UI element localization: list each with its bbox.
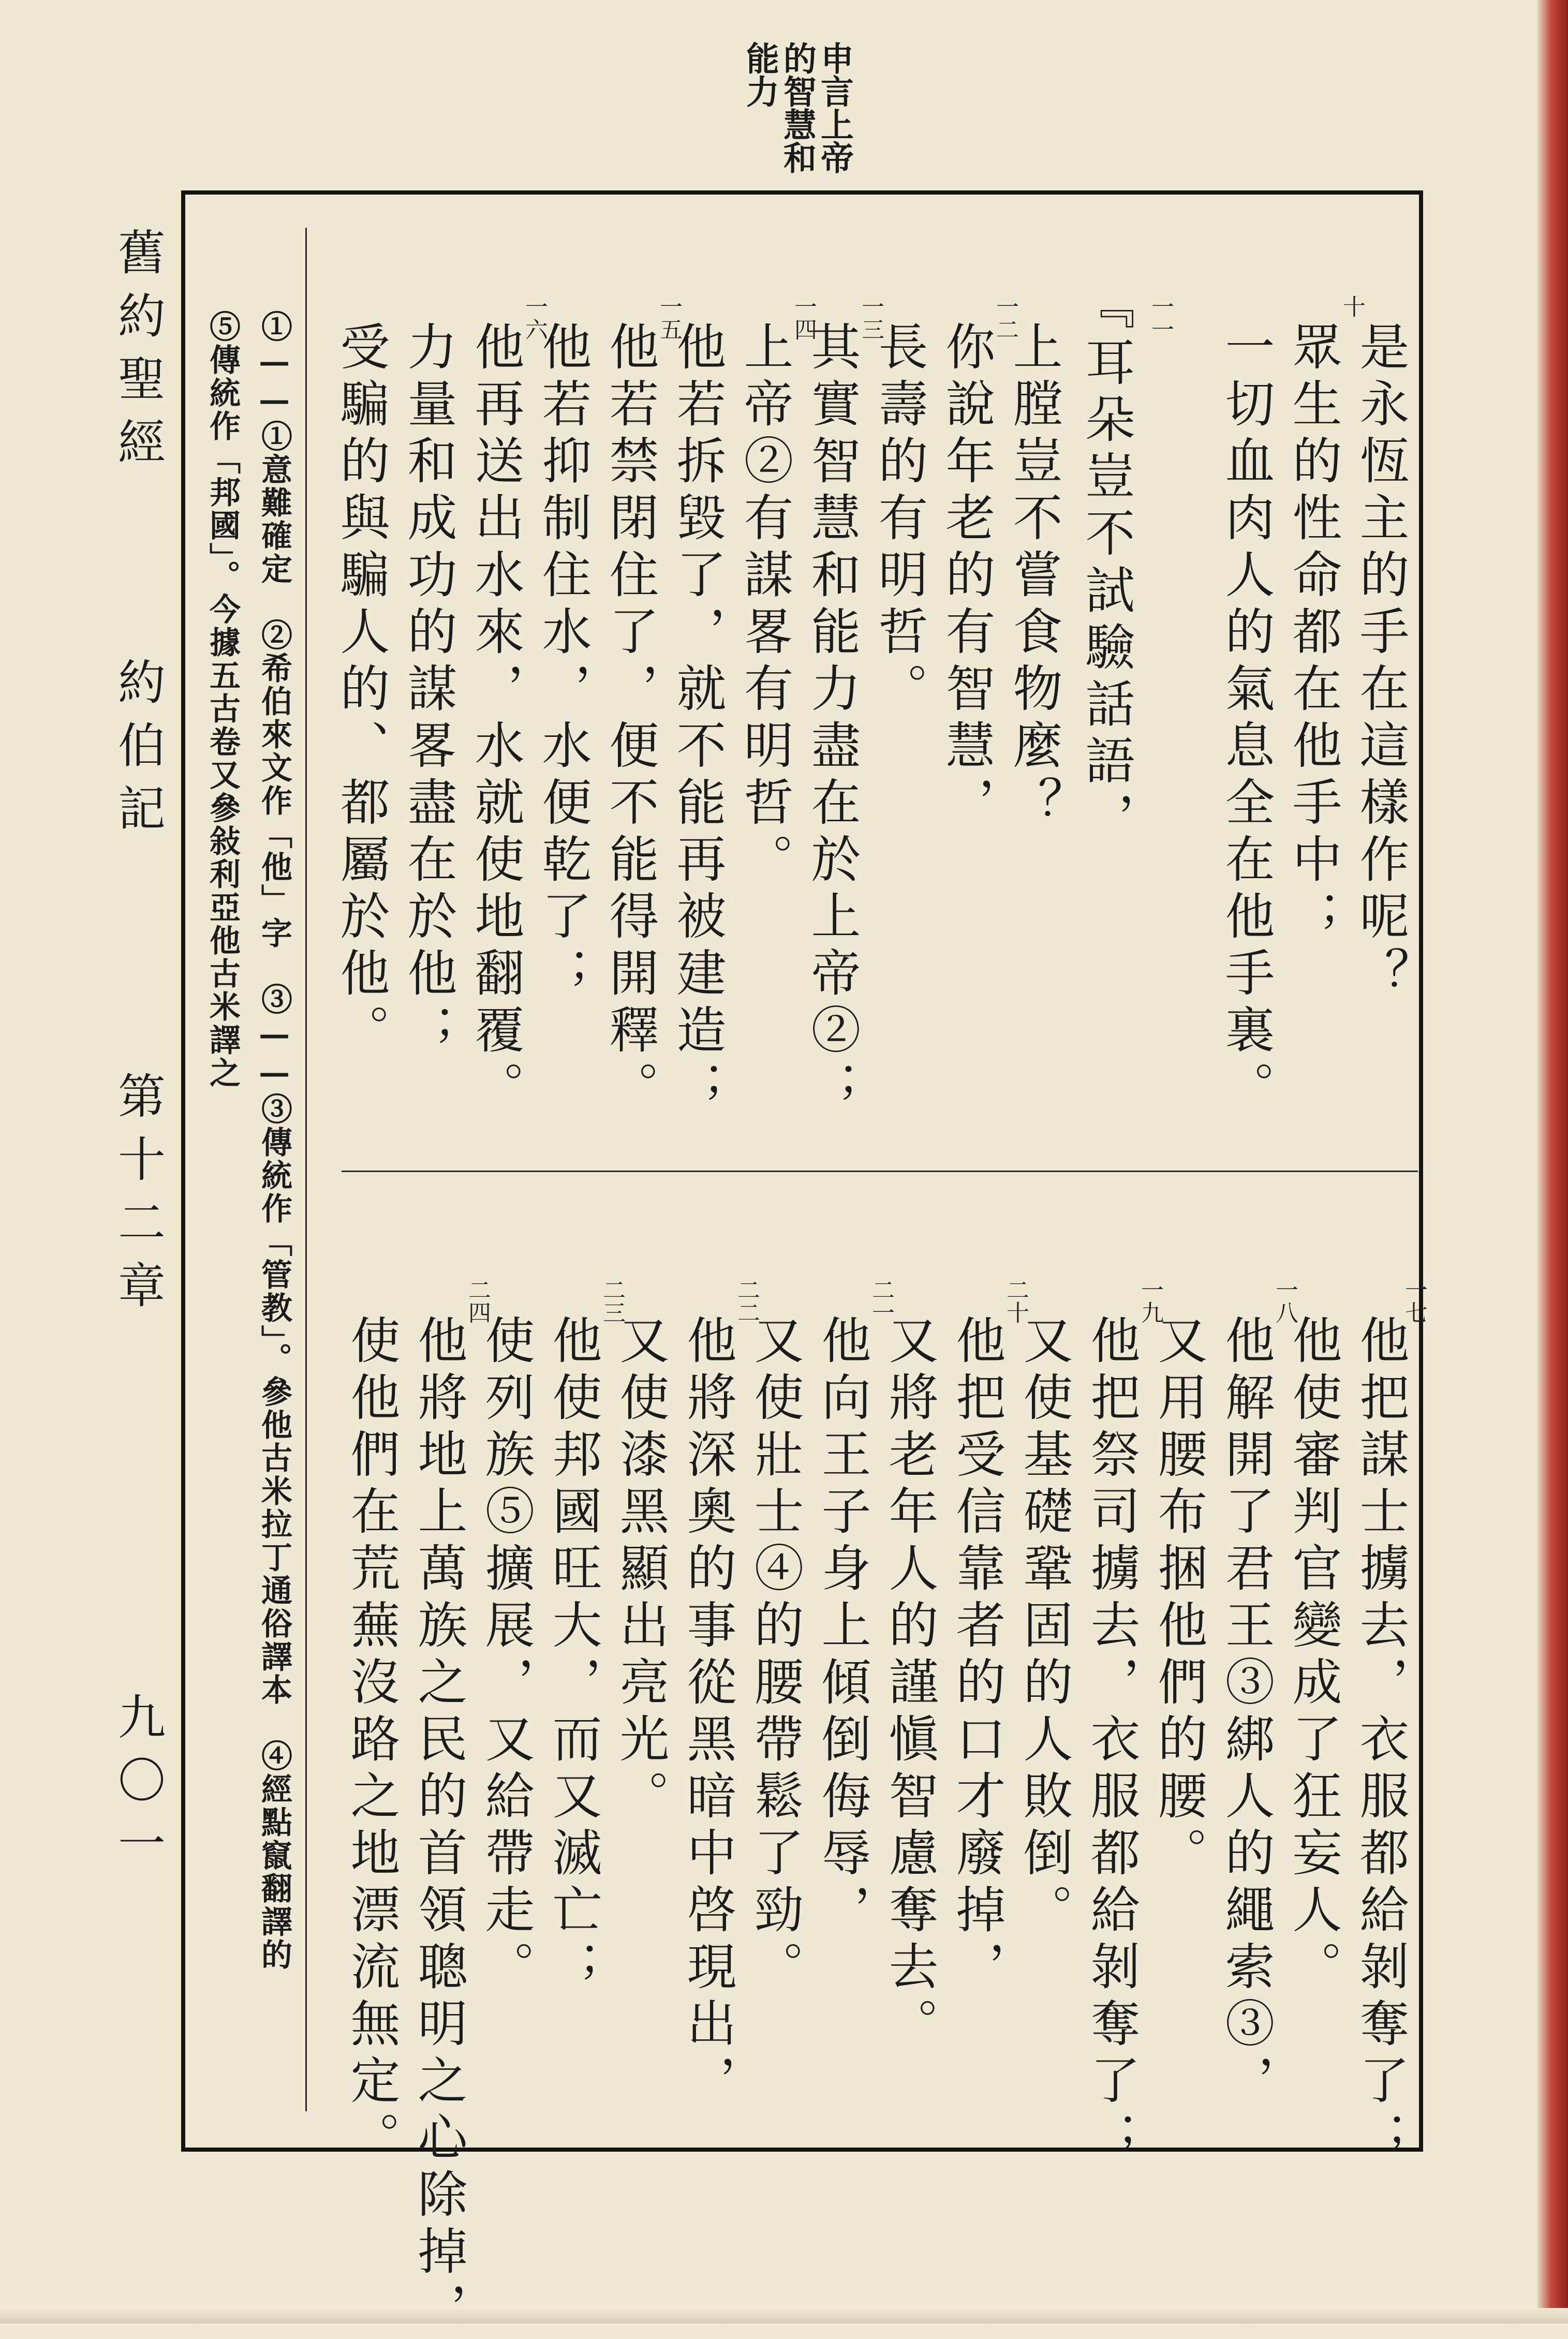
verse-number: 一三 <box>857 295 884 341</box>
verse-line: 他使邦國旺大，而又滅亡； <box>544 1314 602 1997</box>
verse-number: 二十 <box>1002 1278 1029 1324</box>
verse-line: 他若禁閉住了，便不能得開釋。 <box>601 321 659 1118</box>
verse-number: 一六 <box>521 295 548 341</box>
verse-line: 他若抑制住水，水便乾了； <box>534 321 592 1004</box>
verse-number: 一一 <box>1147 295 1174 341</box>
section-divider <box>342 1171 1418 1172</box>
verse-number: 一五 <box>656 295 682 341</box>
chapter-label: 第十二章 <box>110 1071 166 1324</box>
footnote-line: ①——①意難確定 ②希伯來文作「他」字 ③——③傳統作「管教」。參他古米拉丁通俗譯本 ④經點竄翻譯的 <box>256 310 292 1972</box>
verse-line: 他若拆毀了，就不能再被建造； <box>669 321 727 1118</box>
verse-line: 他將深奧的事從黑暗中啓現出， <box>679 1314 737 2111</box>
verse-line: 使他們在荒蕪沒路之地漂流無定。 <box>343 1314 401 2168</box>
verse-line: 上膛豈不嘗食物麼？ <box>1005 321 1063 833</box>
verse-line: 使列族⑤擴展，又給帶走。 <box>477 1314 535 1997</box>
verse-number: 一七 <box>1401 1278 1427 1324</box>
verse-number: 二一 <box>868 1278 894 1324</box>
verse-number: 一八 <box>1271 1278 1298 1324</box>
page-edge <box>1537 0 1568 2323</box>
side-heading-line: 能力 <box>741 41 779 108</box>
verse-line: 眾生的性命都在他手中； <box>1284 321 1342 947</box>
page-number: 九〇一 <box>110 1692 166 1882</box>
footnote-divider <box>305 228 307 2111</box>
footnote-line: ⑤傳統作「邦國」。今據五古卷又參敍利亞他古米譯之 <box>204 310 241 1090</box>
verse-line: 他把祭司擄去，衣服都給剝奪了； <box>1083 1314 1141 2168</box>
verse-line: 『耳朵豈不試驗話語， <box>1077 279 1135 849</box>
verse-line: 他把謀士擄去，衣服都給剝奪了； <box>1352 1314 1410 2168</box>
verse-line: 又將老年人的謹愼智慮奪去。 <box>881 1314 939 2054</box>
verse-line: 他將地上萬族之民的首領聰明之心除掉， <box>410 1314 468 2339</box>
verse-line: 他解開了君王③綁人的繩索③， <box>1217 1314 1275 2111</box>
verse-line: 又用腰布捆他們的腰。 <box>1150 1314 1208 1884</box>
verse-number: 一二 <box>992 295 1018 341</box>
verse-line: 他向王子身上傾倒侮辱， <box>813 1314 871 1941</box>
verse-number: 十 <box>1339 295 1365 318</box>
verse-line: 其實智慧和能力盡在於上帝②； <box>803 321 861 1118</box>
side-heading-line: 申言上帝 <box>815 41 854 174</box>
verse-line: 一切血肉人的氣息全在他手裏。 <box>1217 321 1275 1118</box>
book-title: 舊約聖經 <box>110 228 166 480</box>
verse-line: 又使基礎鞏固的人敗倒。 <box>1015 1314 1073 1941</box>
verse-line: 你說年老的有智慧， <box>938 321 996 833</box>
book-name: 約伯記 <box>110 657 166 847</box>
verse-line: 力量和成功的謀畧盡在於他； <box>400 321 457 1061</box>
verse-number: 二三 <box>599 1278 625 1324</box>
side-heading-line: 的智慧和 <box>778 41 817 174</box>
verse-line: 又使壯士④的腰帶鬆了勁。 <box>746 1314 804 1997</box>
verse-number: 一四 <box>790 295 817 341</box>
verse-line: 他把受信靠者的口才廢掉， <box>948 1314 1006 1997</box>
page-bottom-edge <box>0 2308 1568 2323</box>
verse-line: 是永恆主的手在這樣作呢？ <box>1352 321 1410 1004</box>
verse-line: 受騙的與騙人的、都屬於他。 <box>332 321 390 1061</box>
verse-number: 二四 <box>464 1278 491 1324</box>
verse-line: 他再送出水來，水就使地翻覆。 <box>467 321 525 1118</box>
verse-number: 二二 <box>733 1278 760 1324</box>
verse-line: 長壽的有明哲。 <box>870 321 928 719</box>
verse-line: 他使審判官變成了狂妄人。 <box>1284 1314 1342 1997</box>
verse-line: 上帝②有謀畧有明哲。 <box>736 321 794 890</box>
verse-number: 一九 <box>1137 1278 1163 1324</box>
verse-line: 又使漆黑顯出亮光。 <box>612 1314 670 1827</box>
